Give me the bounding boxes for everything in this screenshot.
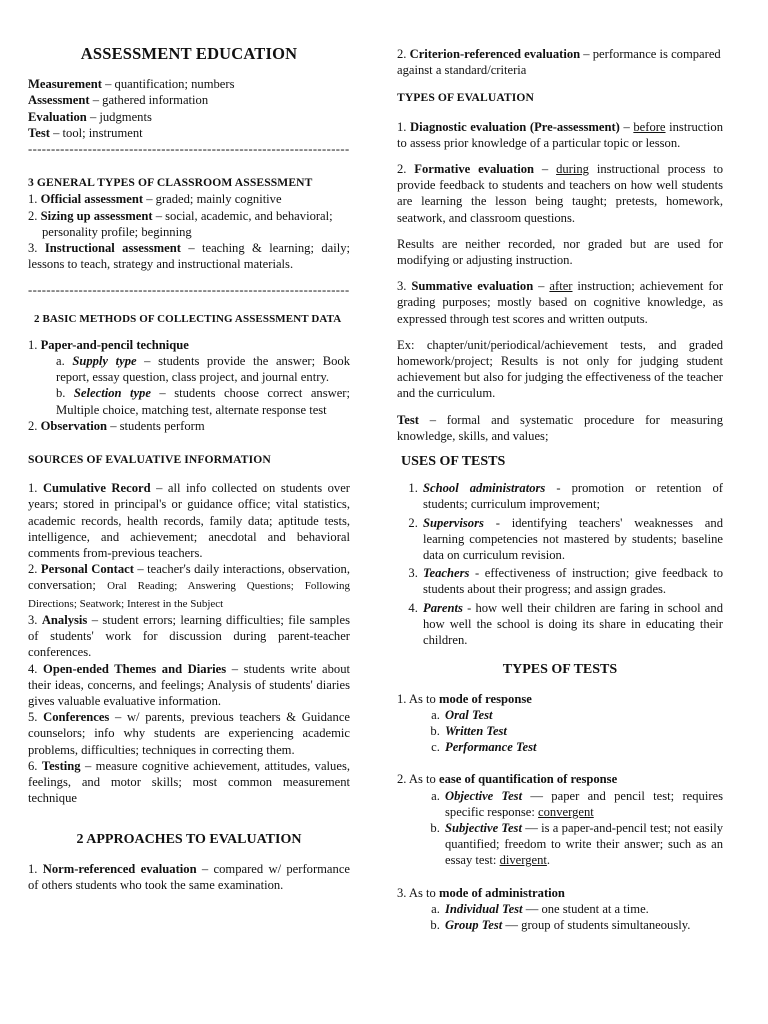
section-heading: SOURCES OF EVALUATIVE INFORMATION [28,453,271,467]
types-of-evaluation-section [397,90,723,444]
methods-section [28,311,350,434]
test-list [397,901,723,933]
list-item: 1. School administrators - promotion or retention of students; curriculum improvement; [421,480,723,512]
definition-item: Evaluation – judgments [28,109,152,124]
paragraph: Results are neither recorded, nor graded but are used for modifying or adjusting instruction. [397,236,723,268]
paragraph: Ex: chapter/unit/periodical/achievement tests, and graded homework/project; Results is not only for judging student achievement but also for judging the effectiveness of the teacher and the curriculum. [397,337,723,401]
right-column [397,0,723,933]
list-item: b. Group Test — group of students simultaneously. [443,917,723,933]
list-item: a. Individual Test — one student at a time. [443,901,723,917]
group-heading: 2. As to ease of quantification of response [397,772,618,787]
approaches-section [28,832,350,893]
section-heading: 2 BASIC METHODS OF COLLECTING ASSESSMENT DATA [34,312,342,325]
left-column [28,0,350,893]
types-of-tests-section [397,662,723,933]
list-item: a. Objective Test — paper and pencil test; requires specific response: convergent [443,788,723,820]
page-title: ASSESSMENT EDUCATION [80,44,298,63]
sub-item: a. Supply type – students provide the answer; Book report, essay question, class project, and journal entry. [56,354,350,385]
paragraph: Test – formal and systematic procedure for measuring knowledge, skills, and values; [397,412,723,443]
uses-list [397,480,723,648]
list-item: 1. Paper-and-pencil technique [28,337,189,352]
list-item: 5. Conferences – w/ parents, previous teachers & Guidance counselors; info why students are experiencing academic problems, difficulties; techniques in correcting them. [28,710,350,757]
divider: ---------------------------------------------------------------------- [28,142,350,157]
list-item: 3. Instructional assessment – teaching & learning; daily; lessons to teach, strategy and instructional materials. [28,241,351,272]
list-item: 1. Cumulative Record – all info collected on students over years; stored in principal's or guidance office; vital statistics, academic records, health records, family data; aptitude tests, intelligence, and achievement; anecdotal and behavioral comments from-previous teachers. [28,481,350,561]
section-heading: USES OF TESTS [401,454,506,470]
uses-of-tests-section [397,454,723,648]
list-item: 2. Observation – students perform [28,418,205,433]
test-list [397,707,723,756]
definition-item: Measurement – quantification; numbers [28,77,235,92]
section-heading: 2 APPROACHES TO EVALUATION [76,832,302,848]
definitions-list [28,76,350,141]
list-item: a. Oral Test [443,707,723,723]
list-item: 2. Criterion-referenced evaluation – performance is compared against a standard/criteria [397,47,721,78]
list-item: 1. Diagnostic evaluation (Pre-assessment) – before instruction to assess prior knowledge of a particular topic or lesson. [397,119,723,150]
sub-item: b. Selection type – students choose correct answer; Multiple choice, matching test, alternate response test [56,386,350,417]
list-item: 2. Personal Contact – teacher's daily interactions, observation, conversation; Oral Reading; Answering Questions; Following Directions; Seatwork; Interest in the Subject [28,562,350,610]
list-item: 1. Official assessment – graded; mainly cognitive [28,192,282,207]
list-item: 3. Teachers - effectiveness of instruction; give feedback to students about their progress; and assign grades. [421,565,723,597]
list-item: 1. Norm-referenced evaluation – compared w/ performance of others students who took the same examination. [28,861,351,892]
section-heading: TYPES OF TESTS [502,662,618,678]
group-heading: 1. As to mode of response [397,691,532,706]
definition-item: Test – tool; instrument [28,125,143,140]
test-list [397,788,723,869]
group-heading: 3. As to mode of administration [397,885,565,900]
list-item: c. Performance Test [443,739,723,755]
sources-section [28,452,350,806]
list-item: 2. Supervisors - identifying teachers' weaknesses and learning competencies not mastered by students; baseline data on curriculum revision. [421,515,723,564]
list-item: 3. Summative evaluation – after instruction; achievement for grading purposes; mostly based on cognitive knowledge, as expressed through test scores and written outputs. [397,279,724,326]
list-item: 2. Formative evaluation – during instructional process to provide feedback to students and teachers on how well students are learning the lesson being taught; pretests, homework, seatwork, and classroom questions. [397,162,724,225]
divider: ---------------------------------------------------------------------- [28,283,350,298]
list-item: 6. Testing – measure cognitive achievement, attitudes, values, feelings, and motor skills; most common measurement technique [28,758,350,806]
general-types-section [28,175,350,272]
list-item: 3. Analysis – student errors; learning difficulties; file samples of students' work for discussion during parent-teacher conferences. [28,612,350,660]
list-item: b. Subjective Test — is a paper-and-pencil test; not easily quantified; freedom to write their answer; such as an essay test: divergent. [443,820,723,869]
list-item: 4. Parents - how well their children are faring in school and how well the school is doing its share in educating their children. [421,600,723,649]
list-item: 2. Sizing up assessment – social, academic, and behavioral; personality profile; beginning [28,208,333,239]
section-heading: TYPES OF EVALUATION [397,91,534,105]
section-heading: 3 GENERAL TYPES OF CLASSROOM ASSESSMENT [28,176,313,190]
list-item: 4. Open-ended Themes and Diaries – students write about their ideas, concerns, and feelings; Analysis of students' diaries gives valuable evaluative information. [28,661,350,708]
list-item: b. Written Test [443,723,723,739]
definition-item: Assessment – gathered information [28,93,209,108]
